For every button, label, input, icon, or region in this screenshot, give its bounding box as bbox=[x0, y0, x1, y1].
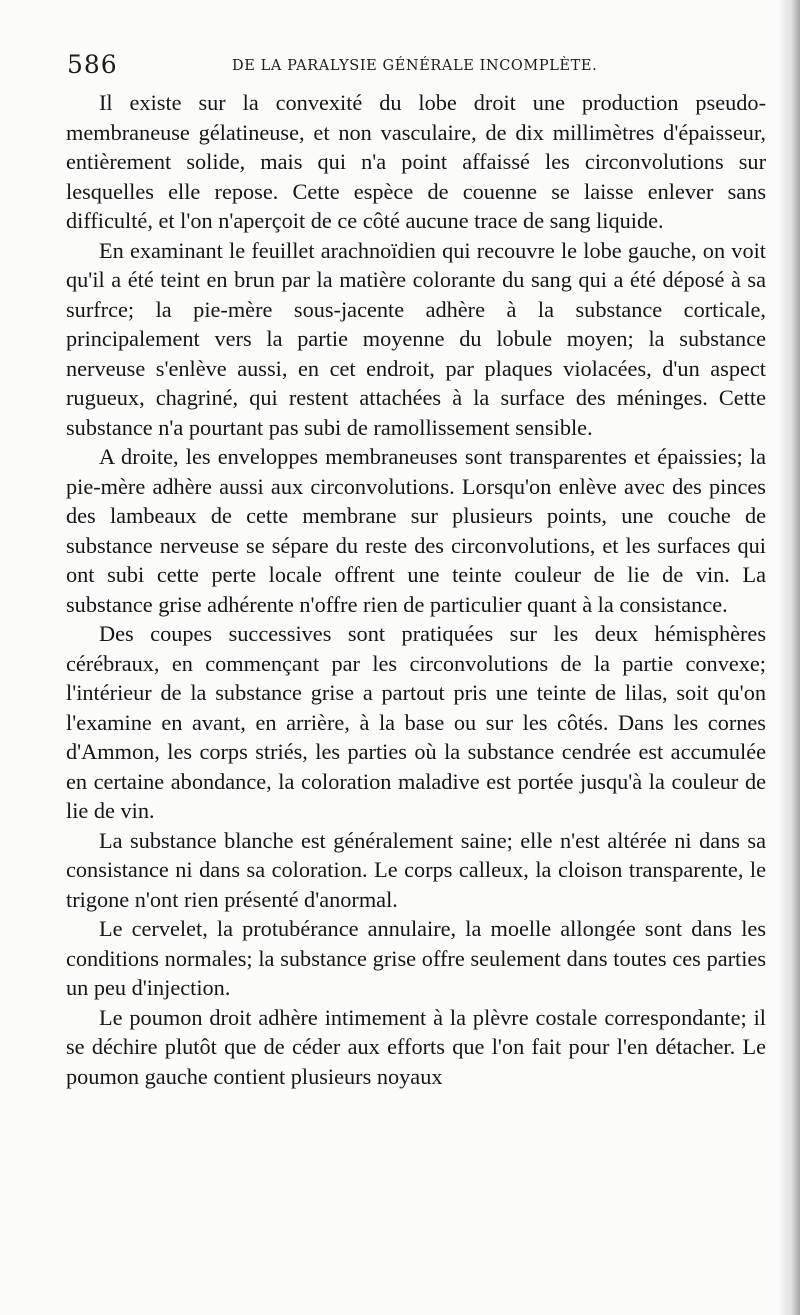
running-title: DE LA PARALYSIE GÉNÉRALE INCOMPLÈTE. bbox=[232, 58, 598, 74]
body-text bbox=[66, 88, 766, 1091]
page-header bbox=[67, 50, 767, 80]
page-edge-shadow bbox=[778, 0, 800, 1315]
paragraph: Le cervelet, la protubérance annulaire, la moelle allongée sont dans les conditions normales; la substance grise offre seulement dans toutes ces parties un peu d'injection. bbox=[66, 916, 766, 1000]
paragraph: A droite, les enveloppes membraneuses sont transparentes et épaissies; la pie-mère adhère aussi aux circonvolutions. Lorsqu'on enlève avec des pinces des lambeaux de cette membrane sur plusieurs points, une couche de substance nerveuse se sépare du reste des circonvolutions, et les surfaces qui ont subi cette perte locale offrent une teinte couleur de lie de vin. La substance grise adhérente n'offre rien de particulier quant à la consistance. bbox=[66, 444, 766, 617]
paragraph: Il existe sur la convexité du lobe droit une production pseudo-membraneuse gélatineuse, et non vasculaire, de dix millimètres d'épaisseur, entièrement solide, mais qui n'a point affaissé les circonvolutions sur lesquelles elle repose. Cette espèce de couenne se laisse enlever sans difficulté, et l'on n'aperçoit de ce côté aucune trace de sang liquide. bbox=[66, 90, 766, 233]
page-number: 586 bbox=[67, 50, 118, 79]
paragraph: Des coupes successives sont pratiquées sur les deux hémisphères cérébraux, en commençant par les circonvolutions de la partie convexe; l'intérieur de la substance grise a partout pris une teinte de lilas, soit qu'on l'examine en avant, en arrière, à la base ou sur les côtés. Dans les cornes d'Ammon, les corps striés, les parties où la substance cendrée est accumulée en certaine abondance, la coloration maladive est portée jusqu'à la couleur de lie de vin. bbox=[66, 621, 766, 823]
paragraph: En examinant le feuillet arachnoïdien qui recouvre le lobe gauche, on voit qu'il a été teint en brun par la matière colorante du sang qui a été déposé à sa surfrce; la pie-mère sous-jacente adhère à la substance corticale, principalement vers la partie moyenne du lobule moyen; la substance nerveuse s'enlève aussi, en cet endroit, par plaques violacées, d'un aspect rugueux, chagriné, qui restent attachées à la surface des méninges. Cette substance n'a pourtant pas subi de ramollissement sensible. bbox=[66, 237, 766, 440]
paragraph: Le poumon droit adhère intimement à la plèvre costale correspondante; il se déchire plutôt que de céder aux efforts que l'on fait pour l'en détacher. Le poumon gauche contient plusieurs noyaux bbox=[66, 1004, 766, 1089]
paragraph: La substance blanche est généralement saine; elle n'est altérée ni dans sa consistance ni dans sa coloration. Le corps calleux, la cloison transparente, le trigone n'ont rien présenté d'anormal. bbox=[66, 827, 766, 912]
